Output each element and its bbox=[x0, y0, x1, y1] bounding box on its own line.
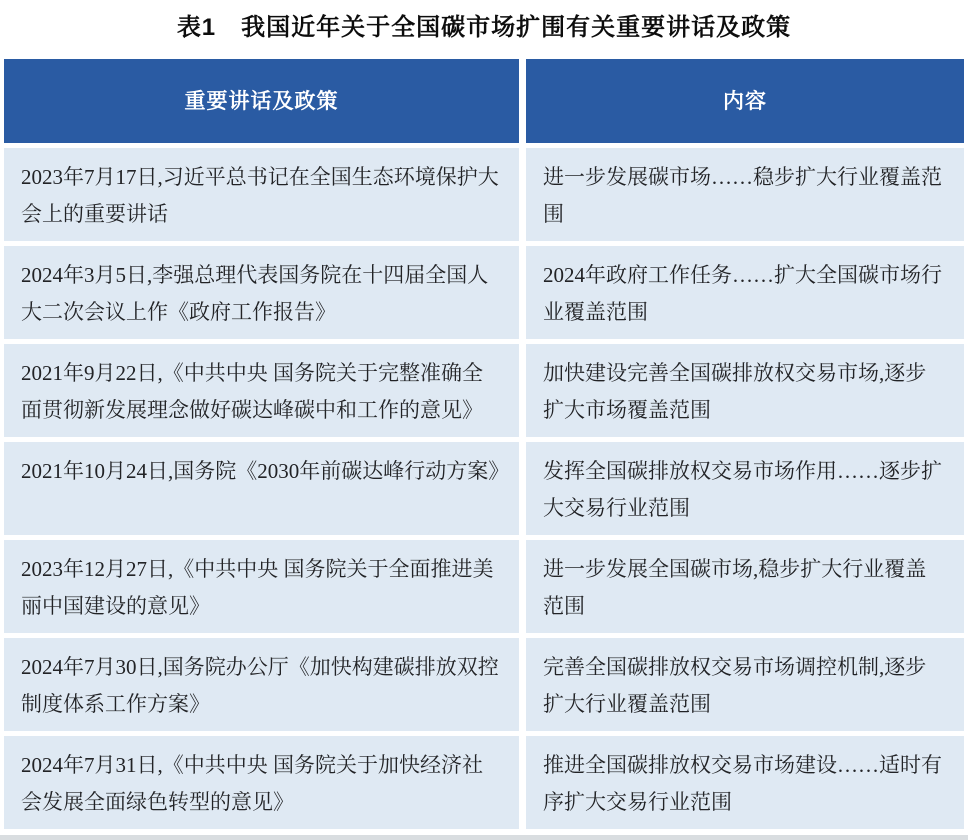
table-row bbox=[4, 246, 964, 339]
policy-cell: 2024年3月5日,李强总理代表国务院在十四届全国人大二次会议上作《政府工作报告》 bbox=[4, 246, 519, 339]
content-cell: 加快建设完善全国碳排放权交易市场,逐步扩大市场覆盖范围 bbox=[526, 344, 964, 437]
policy-cell: 2023年7月17日,习近平总书记在全国生态环境保护大会上的重要讲话 bbox=[4, 148, 519, 241]
table-row bbox=[4, 638, 964, 731]
table-row bbox=[4, 148, 964, 241]
policy-cell: 2024年7月30日,国务院办公厅《加快构建碳排放双控制度体系工作方案》 bbox=[4, 638, 519, 731]
column-header-policy: 重要讲话及政策 bbox=[4, 59, 519, 143]
table-row bbox=[4, 736, 964, 829]
content-cell: 完善全国碳排放权交易市场调控机制,逐步扩大行业覆盖范围 bbox=[526, 638, 964, 731]
policy-cell: 2021年9月22日,《中共中央 国务院关于完整准确全面贯彻新发展理念做好碳达峰碳中和工作的意见》 bbox=[4, 344, 519, 437]
policy-cell: 2021年10月24日,国务院《2030年前碳达峰行动方案》 bbox=[4, 442, 519, 535]
content-cell: 进一步发展全国碳市场,稳步扩大行业覆盖范围 bbox=[526, 540, 964, 633]
table-row bbox=[4, 344, 964, 437]
policy-cell: 2023年12月27日,《中共中央 国务院关于全面推进美丽中国建设的意见》 bbox=[4, 540, 519, 633]
table-title: 表1 我国近年关于全国碳市场扩围有关重要讲话及政策 bbox=[176, 14, 792, 41]
content-cell: 发挥全国碳排放权交易市场作用……逐步扩大交易行业范围 bbox=[526, 442, 964, 535]
content-cell: 推进全国碳排放权交易市场建设……适时有序扩大交易行业范围 bbox=[526, 736, 964, 829]
table-header-row bbox=[4, 59, 964, 143]
policy-cell: 2024年7月31日,《中共中央 国务院关于加快经济社会发展全面绿色转型的意见》 bbox=[4, 736, 519, 829]
page-bottom-divider bbox=[0, 835, 968, 840]
table-row bbox=[4, 442, 964, 535]
policy-table bbox=[4, 59, 964, 829]
content-cell: 进一步发展碳市场……稳步扩大行业覆盖范围 bbox=[526, 148, 964, 241]
column-header-content: 内容 bbox=[526, 59, 964, 143]
content-cell: 2024年政府工作任务……扩大全国碳市场行业覆盖范围 bbox=[526, 246, 964, 339]
table-row bbox=[4, 540, 964, 633]
